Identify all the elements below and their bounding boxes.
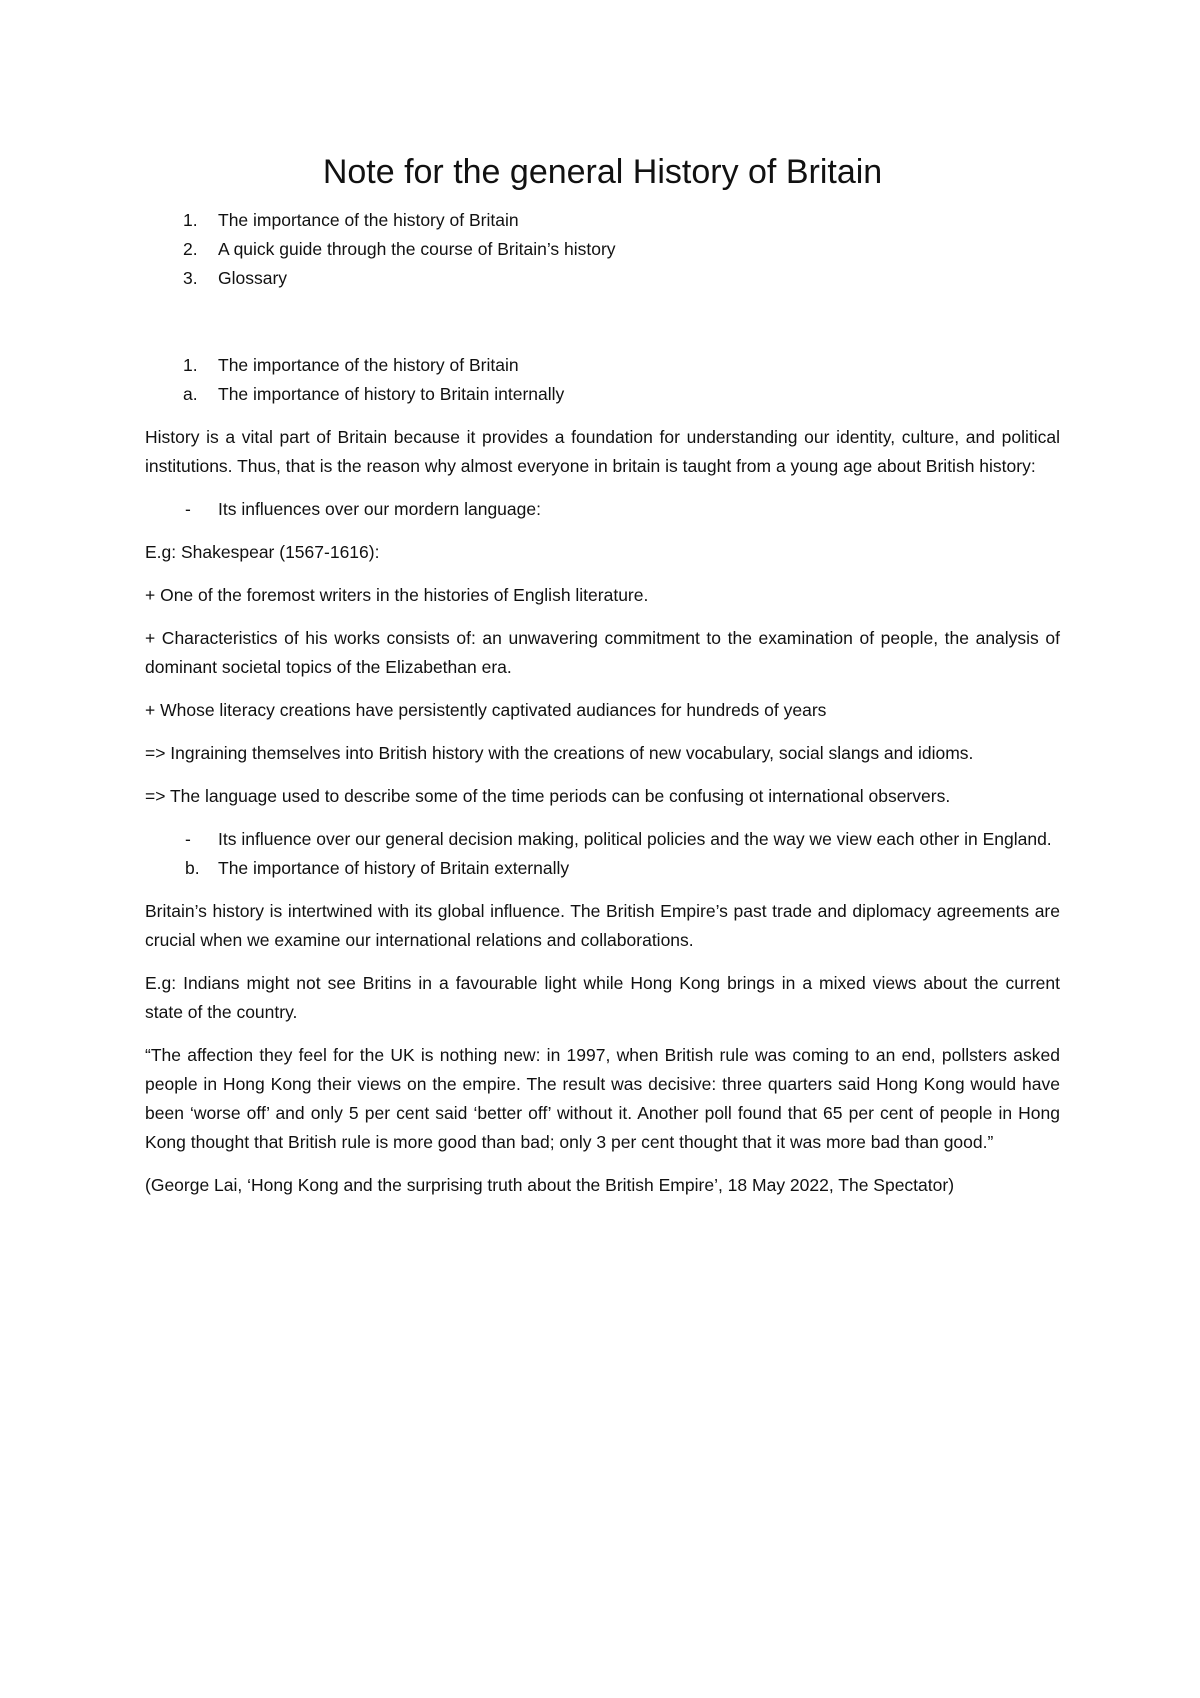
conclusion-ingraining: => Ingraining themselves into British history with the creations of new vocabulary, social slangs and idioms. <box>145 743 974 763</box>
list-marker: b. <box>185 858 200 878</box>
list-marker: 1. <box>183 355 198 375</box>
toc-item-text: A quick guide through the course of Britain’s history <box>218 239 616 259</box>
conclusion-language-confusing: => The language used to describe some of the time periods can be confusing ot international observers. <box>145 786 951 806</box>
subsection-heading-text: The importance of history of Britain externally <box>218 858 570 878</box>
list-marker: 2. <box>183 239 198 259</box>
paragraph-external: Britain’s history is intertwined with its global influence. The British Empire’s past trade and diplomacy agreements are crucial when we examine our international relations and collaborations. <box>145 901 1060 950</box>
point-foremost-writer: + One of the foremost writers in the histories of English literature. <box>145 585 649 605</box>
quote-block: “The affection they feel for the UK is nothing new: in 1997, when British rule was coming to an end, pollsters asked people in Hong Kong their views on the empire. The result was decisive: three quarters said Hong Kong would have been ‘worse off’ and only 5 per cent said ‘better off’ without it. Another poll found that 65 per cent of people in Hong Kong thought that British rule is more good than bad; only 3 per cent thought that it was more bad than good.” <box>145 1045 1060 1152</box>
paragraph-intro: History is a vital part of Britain because it provides a foundation for understanding our identity, culture, and political institutions. Thus, that is the reason why almost everyone in britain is taught from a young age about British history: <box>145 427 1060 476</box>
bullet-decision-making <box>145 825 1060 854</box>
bullet-language <box>145 495 1060 524</box>
spacer <box>145 293 1060 351</box>
toc-item-text: Glossary <box>218 268 288 288</box>
list-marker: 3. <box>183 268 198 288</box>
dash-marker: - <box>185 499 191 519</box>
document-title: Note for the general History of Britain <box>322 153 883 191</box>
section-heading <box>145 351 1060 380</box>
example-indians-hong-kong: E.g: Indians might not see Britins in a favourable light while Hong Kong brings in a mixed views about the current state of the country. <box>145 973 1060 1022</box>
example-shakespeare: E.g: Shakespear (1567-1616): <box>145 542 380 562</box>
list-marker: a. <box>183 384 198 404</box>
section-heading-list <box>145 351 1060 409</box>
table-of-contents <box>145 206 1060 293</box>
section-heading-text: The importance of the history of Britain <box>218 355 519 375</box>
toc-item <box>145 235 1060 264</box>
toc-item-text: The importance of the history of Britain <box>218 210 519 230</box>
document-page <box>145 150 1060 1214</box>
subsection-heading-b <box>145 854 1060 883</box>
point-literacy-creations: + Whose literacy creations have persistently captivated audiances for hundreds of years <box>145 700 827 720</box>
point-characteristics: + Characteristics of his works consists of: an unwavering commitment to the examination of people, the analysis of dominant societal topics of the Elizabethan era. <box>145 628 1060 677</box>
list-marker: 1. <box>183 210 198 230</box>
bullet-text: Its influences over our mordern language: <box>218 499 541 519</box>
dash-marker: - <box>185 829 191 849</box>
toc-item <box>145 264 1060 293</box>
citation: (George Lai, ‘Hong Kong and the surprising truth about the British Empire’, 18 May 2022, The Spectator) <box>145 1175 955 1195</box>
toc-item <box>145 206 1060 235</box>
subsection-heading-a <box>145 380 1060 409</box>
bullet-text: Its influence over our general decision making, political policies and the way we view each other in England. <box>218 829 1052 849</box>
subsection-heading-text: The importance of history to Britain internally <box>218 384 565 404</box>
